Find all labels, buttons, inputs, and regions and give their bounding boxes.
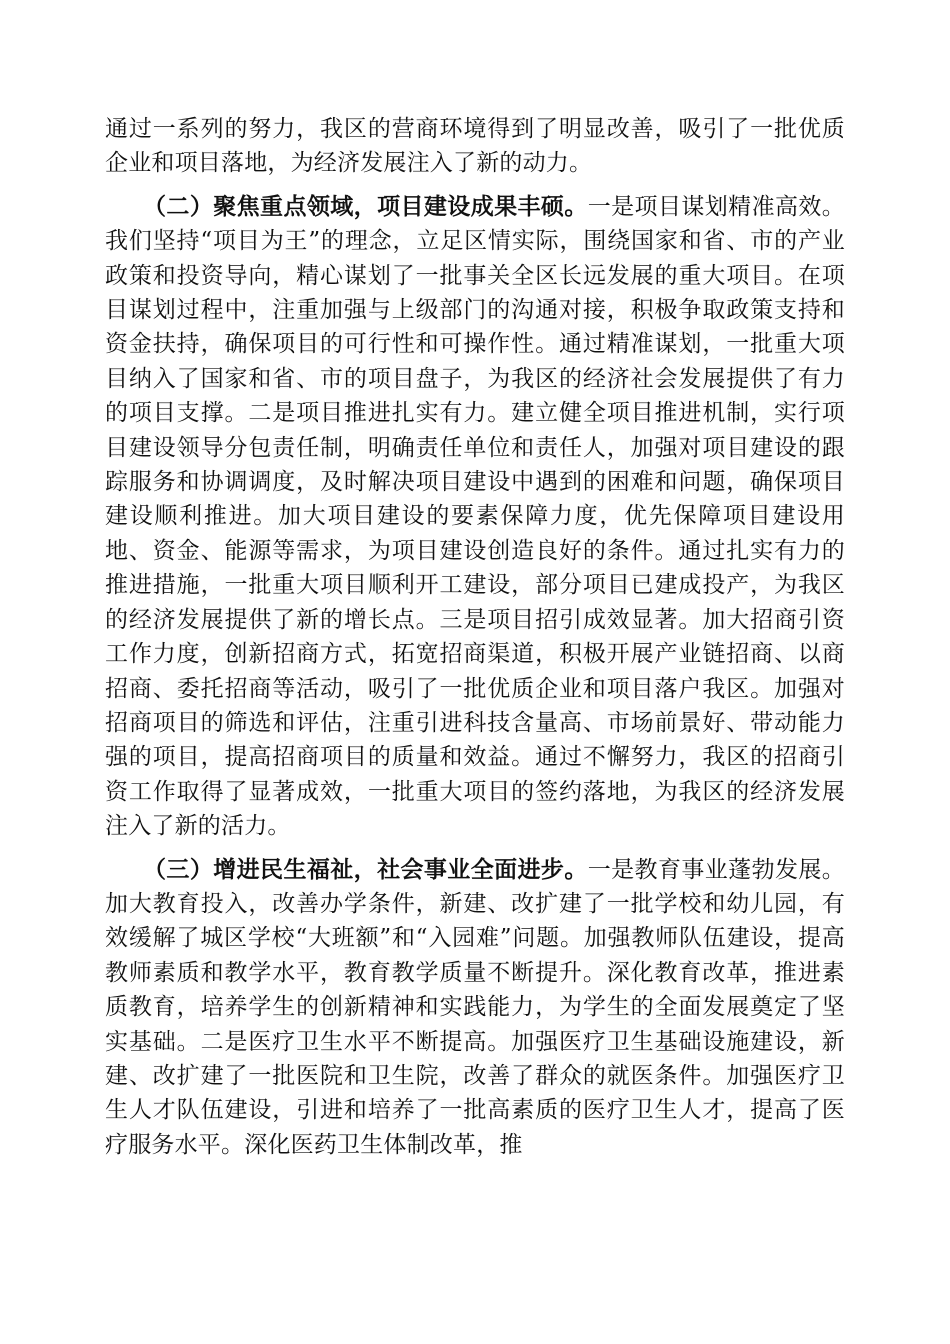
section-heading: （三）增进民生福祉，社会事业全面进步。 (143, 855, 588, 883)
paragraph-gap (105, 181, 845, 190)
paragraph-body: 通过一系列的努力，我区的营商环境得到了明显改善，吸引了一批优质企业和项目落地，为经济发展注入了新的动力。 (105, 116, 845, 177)
paragraph-body: 一是教育事业蓬勃发展。加大教育投入，改善办学条件，新建、改扩建了一批学校和幼儿园，有效缓解了城区学校“大班额”和“入园难”问题。加强教师队伍建设，提高教师素质和教学水平，教育教学质量不断提升。深化教育改革，推进素质教育，培养学生的创新精神和实践能力，为学生的全面发展奠定了坚实基础。二是医疗卫生水平不断提高。加强医疗卫生基础设施建设，新建、改扩建了一批医院和卫生院，改善了群众的就医条件。加强医疗卫生人才队伍建设，引进和培养了一批高素质的医疗卫生人才，提高了医疗服务水平。深化医药卫生体制改革，推 (105, 856, 845, 1158)
paragraph-body: 一是项目谋划精准高效。我们坚持“项目为王”的理念，立足区情实际，围绕国家和省、市的产业政策和投资导向，精心谋划了一批事关全区长远发展的重大项目。在项目谋划过程中，注重加强与上级部门的沟通对接，积极争取政策支持和资金扶持，确保项目的可行性和可操作性。通过精准谋划，一批重大项目纳入了国家和省、市的项目盘子，为我区的经济社会发展提供了有力的项目支撑。二是项目推进扎实有力。建立健全项目推进机制，实行项目建设领导分包责任制，明确责任单位和责任人，加强对项目建设的跟踪服务和协调调度，及时解决项目建设中遇到的困难和问题，确保项目建设顺利推进。加大项目建设的要素保障力度，优先保障项目建设用地、资金、能源等需求，为项目建设创造良好的条件。通过扎实有力的推进措施，一批重大项目顺利开工建设，部分项目已建成投产，为我区的经济发展提供了新的增长点。三是项目招引成效显著。加大招商引资工作力度，创新招商方式，拓宽招商渠道，积极开展产业链招商、以商招商、委托招商等活动，吸引了一批优质企业和项目落户我区。加强对招商项目的筛选和评估，注重引进科技含量高、市场前景好、带动能力强的项目，提高招商项目的质量和效益。通过不懈努力，我区的招商引资工作取得了显著成效，一批重大项目的签约落地，为我区的经济发展注入了新的活力。 (105, 193, 845, 840)
document-page (105, 112, 845, 1162)
paragraph-gap (105, 844, 845, 853)
paragraph-continuation (105, 112, 845, 181)
paragraph-section-three (105, 853, 845, 1163)
paragraph-section-two (105, 190, 845, 844)
section-heading: （二）聚焦重点领域，项目建设成果丰硕。 (143, 192, 588, 220)
